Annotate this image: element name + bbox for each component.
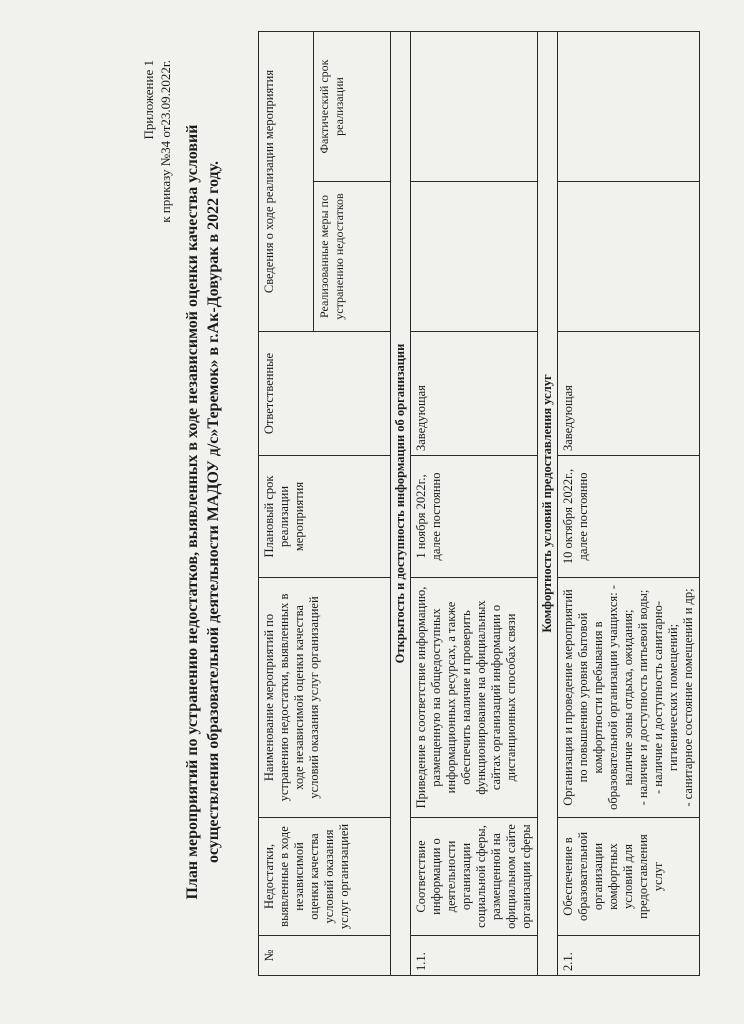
row-num: 1.1.: [411, 936, 538, 976]
table-row: [411, 32, 538, 976]
row-implemented: [558, 182, 700, 332]
row-responsible: Заведующая: [411, 332, 538, 456]
row-num: 2.1.: [558, 936, 700, 976]
row-measure: [558, 578, 700, 818]
header-shortcomings: Недостатки, выявленные в ходе независимой оценки качества условий оказания услуг организацией: [259, 818, 391, 936]
measure-line: Организация и проведение мероприятий по повышению уровня бытовой комфортности пребывания в образовательной организации учащихся: - наличие зоны отдыха, ожидания;: [561, 585, 635, 810]
row-measure: Приведение в соответствие информацию, размещенную на общедоступных информационных ресурсах, а также обеспечить наличие и проверить функционирование на официальных сайтах организаций информации о дистанционных способах связи: [411, 578, 538, 818]
row-actual-date: [411, 32, 538, 182]
header-implemented: Реализованные меры по устранению недостатков: [314, 182, 391, 332]
row-responsible: Заведующая: [558, 332, 700, 456]
row-actual-date: [558, 32, 700, 182]
table-row: [558, 32, 700, 976]
header-deadline: Плановый срок реализации мероприятия: [259, 456, 391, 578]
appendix-header: [140, 60, 174, 223]
header-measures: Наименование мероприятий по устранению недостатки, выявленных в ходе независимой оценки качества условий оказания услуг организацией: [259, 578, 391, 818]
section-row: [391, 32, 411, 976]
row-deadline: 1 ноября 2022г., далее постоянно: [411, 456, 538, 578]
document-title: [182, 0, 224, 1024]
measure-line: - наличие и доступность санитарно-гигиенических помещений;: [651, 601, 680, 794]
row-shortcoming: Соответствие информации о деятельности организации социальной сферы, размещенной на официальном сайте организации сферы: [411, 818, 538, 936]
table-header-row: [259, 32, 314, 976]
row-implemented: [411, 182, 538, 332]
header-responsible: Ответственные: [259, 332, 391, 456]
order-reference: к приказу №34 от23.09.2022г.: [158, 60, 173, 223]
header-num: №: [259, 936, 391, 976]
header-progress: Сведения о ходе реализации мероприятия: [259, 32, 314, 332]
section-title-comfort: Комфортность условий предоставления услуг: [538, 32, 558, 976]
title-line-2: осуществления образовательной деятельности МАДОУ д/с»Теремок» в г.Ак-Довурак в 2022 году.: [205, 160, 222, 864]
section-row: [538, 32, 558, 976]
header-actual-date: Фактический срок реализации: [314, 32, 391, 182]
measure-line: - наличие и доступность питьевой воды;: [636, 589, 650, 806]
appendix-label: Приложение 1: [141, 60, 156, 140]
section-title-openness: Открытость и доступность информации об организации: [391, 32, 411, 976]
row-deadline: 10 октября 2022г., далее постоянно: [558, 456, 700, 578]
measure-line: - санитарное состояние помещений и др;: [681, 588, 695, 807]
plan-table: [258, 31, 700, 976]
row-shortcoming: Обеспечение в образовательной организации комфортных условий для предоставления услуг: [558, 818, 700, 936]
title-line-1: План мероприятий по устранению недостатков, выявленных в ходе независимой оценки качества условий: [184, 124, 201, 900]
